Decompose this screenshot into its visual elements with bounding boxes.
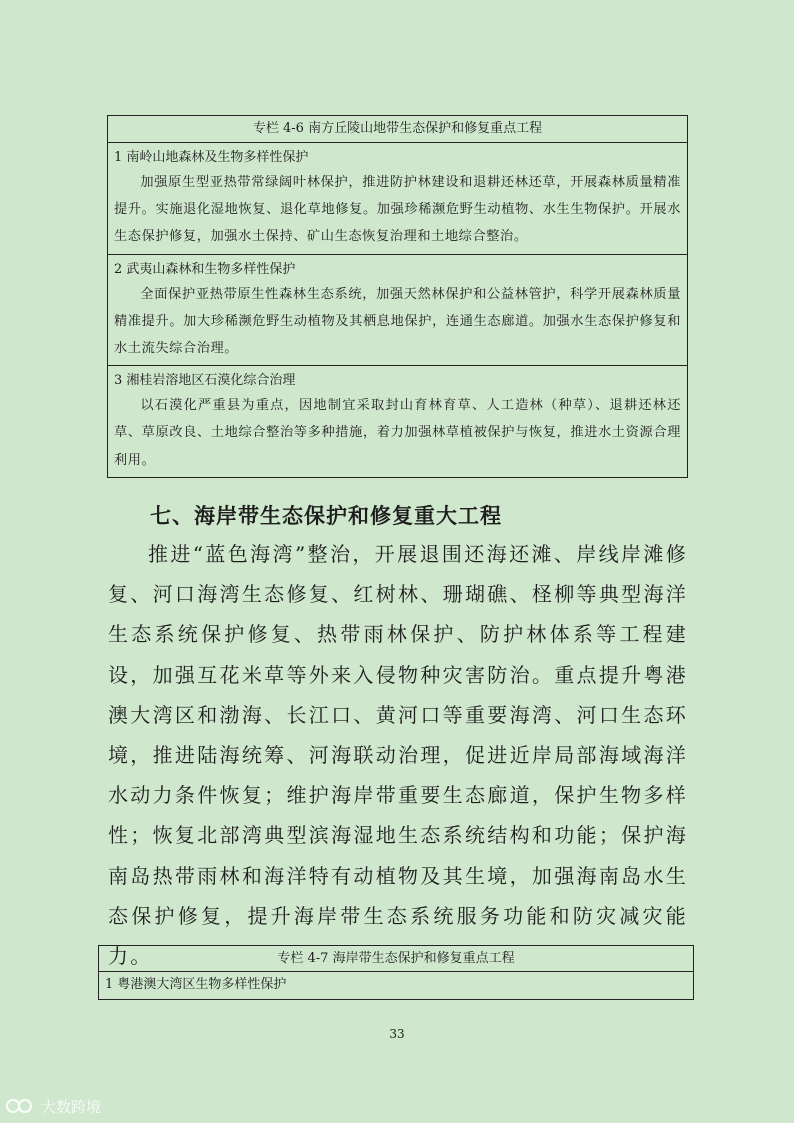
watermark-text: 大数跨境 [41,1097,102,1116]
section-heading: 3 湘桂岩溶地区石漠化综合治理 [114,373,296,389]
section-heading: 1 南岭山地森林及生物多样性保护 [114,150,309,165]
page-number: 33 [389,1027,405,1041]
column-box-title: 专栏 4-6 南方丘陵山地带生态保护和修复重点工程 [108,116,687,143]
column-box-4-6 [107,115,688,478]
section-heading-seven: 七、海岸带生态保护和修复重大工程 [150,504,502,528]
column-section [108,366,687,477]
column-section [108,255,687,367]
section-body: 以石漠化严重县为重点，因地制宜采取封山育林育草、人工造林（种草）、退耕还林还草、草原改良、土地综合整治等多种措施，着力加强林草植被保护与恢复，推进水土资源合理利用。 [114,398,681,468]
section-heading: 2 武夷山森林和生物多样性保护 [114,261,296,277]
column-box-4-7 [98,945,694,1000]
watermark [5,1094,101,1118]
section-body: 加强原生型亚热带常绿阔叶林保护，推进防护林建设和退耕还林还草，开展森林质量精准提升。实施退化湿地恢复、退化草地修复。加强珍稀濒危野生动植物、水生生物保护。开展水生态保护修复，加强水土保持、矿山生态恢复治理和土地综合整治。 [114,175,681,245]
section-body: 全面保护亚热带原生性森林生态系统，加强天然林保护和公益林管护，科学开展森林质量精准提升。加大珍稀濒危野生动植物及其栖息地保护，连通生态廊道。加强水生态保护修复和水土流失综合治理。 [114,286,681,357]
column-first-item: 1 粤港澳大湾区生物多样性保护 [105,977,287,992]
brand-logo-icon [5,1096,35,1116]
column-box-title: 专栏 4-7 海岸带生态保护和修复重点工程 [99,946,693,972]
column-section [108,143,687,255]
body-paragraph: 推进“蓝色海湾”整治，开展退围还海还滩、岸线岸滩修复、河口海湾生态修复、红树林、珊瑚礁、柽柳等典型海洋生态系统保护修复、热带雨林保护、防护林体系等工程建设，加强互花米草等外来入侵物种灾害防治。重点提升粤港澳大湾区和渤海、长江口、黄河口等重要海湾、河口生态环境，推进陆海统筹、河海联动治理，促进近岸局部海域海洋水动力条件恢复；维护海岸带重要生态廊道，保护生物多样性；恢复北部湾典型滨海湿地生态系统结构和功能；保护海南岛热带雨林和海洋特有动植物及其生境，加强海南岛水生态保护修复，提升海岸带生态系统服务功能和防灾减灾能力。 [108,542,688,969]
